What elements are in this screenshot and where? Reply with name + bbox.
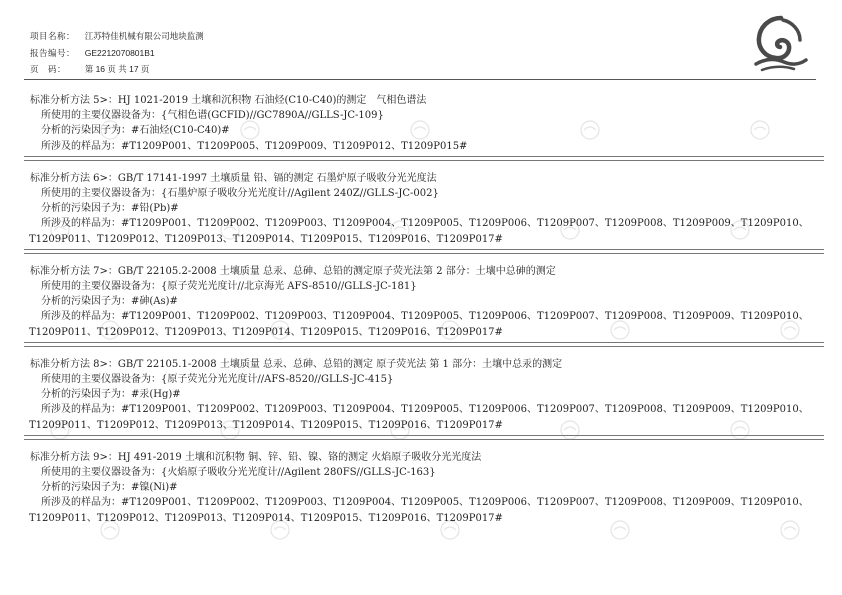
method-samples-continued: T1209P011、T1209P012、T1209P013、T1209P014、T1209P015、T1209P016、T1209P017# (29, 233, 503, 245)
method-factor: 分析的污染因子为：#镍(Ni)# (41, 482, 178, 494)
method-title: 标准分析方法 5>：HJ 1021-2019 土壤和沉积物 石油烃(C10-C40)的测定 气相色谱法 (30, 95, 427, 106)
method-block-5 (30, 93, 820, 154)
project-name-value: 江苏特佳机械有限公司地块监测 (84, 31, 204, 41)
method-title: 标准分析方法 9>：HJ 491-2019 土壤和沉积物 铜、锌、铅、镍、铬的测定 火焰原子吸收分光光度法 (30, 451, 482, 463)
header-divider (24, 79, 816, 80)
method-samples: 所涉及的样品为：#T1209P001、T1209P002、T1209P003、T1209P004、T1209P005、T1209P006、T1209P007、T1209P008、T1209P009、T1209P010、 (41, 218, 809, 230)
method-instrument: 所使用的主要仪器设备为：{气相色谱(GCFID)//GC7890A//GLLS-JC-109} (41, 110, 384, 122)
method-instrument: 所使用的主要仪器设备为：{石墨炉原子吸收分光光度计//Agilent 240Z//GLLS-JC-002} (41, 188, 439, 200)
method-factor: 分析的污染因子为：#汞(Hg)# (41, 389, 181, 401)
report-number-value: GE2212070801B1 (84, 47, 155, 58)
method-samples: 所涉及的样品为：#T1209P001、T1209P002、T1209P003、T1209P004、T1209P005、T1209P006、T1209P007、T1209P008、T1209P009、T1209P010、 (41, 311, 809, 323)
method-title: 标准分析方法 6>：GB/T 17141-1997 土壤质量 铅、镉的测定 石墨炉原子吸收分光光度法 (30, 172, 437, 184)
method-instrument: 所使用的主要仪器设备为：{火焰原子吸收分光光度计//Agilent 280FS//GLLS-JC-163} (41, 467, 436, 479)
page-number-row (30, 61, 430, 78)
method-factor: 分析的污染因子为：#铅(Pb)# (41, 203, 179, 215)
analysis-methods (30, 93, 820, 526)
report-number-row (30, 45, 430, 62)
method-instrument: 所使用的主要仪器设备为：{原子荧光光度计//北京海光 AFS-8510//GLLS-JC-181} (41, 281, 417, 293)
method-samples: 所涉及的样品为：#T1209P001、T1209P002、T1209P003、T1209P004、T1209P005、T1209P006、T1209P007、T1209P008、T1209P009、T1209P010、 (41, 404, 809, 416)
method-samples: 所涉及的样品为：#T1209P001、T1209P005、T1209P009、T1209P012、T1209P015# (41, 140, 468, 152)
method-samples: 所涉及的样品为：#T1209P001、T1209P002、T1209P003、T1209P004、T1209P005、T1209P006、T1209P007、T1209P008、T1209P009、T1209P010、 (41, 497, 809, 509)
page-number-label: 页 码： (30, 65, 67, 75)
method-samples-continued: T1209P011、T1209P012、T1209P013、T1209P014、T1209P015、T1209P016、T1209P017# (29, 512, 503, 524)
double-rule-divider (24, 156, 824, 161)
project-name-row (30, 28, 430, 45)
method-title: 标准分析方法 8>：GB/T 22105.1-2008 土壤质量 总汞、总砷、总铅的测定 原子荧光法 第 1 部分：土壤中总汞的测定 (30, 358, 563, 370)
double-rule-divider (24, 249, 824, 254)
method-block-8 (30, 357, 820, 433)
method-samples-continued: T1209P011、T1209P012、T1209P013、T1209P014、T1209P015、T1209P016、T1209P017# (29, 326, 503, 338)
method-samples-continued: T1209P011、T1209P012、T1209P013、T1209P014、T1209P015、T1209P016、T1209P017# (29, 419, 503, 431)
method-factor: 分析的污染因子为：#石油烃(C10-C40)# (41, 125, 230, 137)
method-block-6 (30, 171, 820, 247)
double-rule-divider (24, 435, 824, 440)
method-factor: 分析的污染因子为：#砷(As)# (41, 296, 178, 308)
method-block-9 (30, 450, 820, 526)
method-title: 标准分析方法 7>：GB/T 22105.2-2008 土壤质量 总汞、总砷、总铅的测定原子荧光法第 2 部分：土壤中总砷的测定 (30, 265, 556, 277)
swirl-seal-logo-icon (750, 12, 812, 74)
project-name-label: 项目名称： (30, 32, 76, 42)
double-rule-divider (24, 342, 824, 347)
page-number-value: 第 16 页 共 17 页 (84, 64, 150, 74)
method-block-7 (30, 264, 820, 340)
report-number-label: 报告编号： (30, 48, 76, 59)
report-header (30, 28, 430, 78)
method-instrument: 所使用的主要仪器设备为：{原子荧光分光光度计//AFS-8520//GLLS-JC-415} (41, 374, 394, 386)
